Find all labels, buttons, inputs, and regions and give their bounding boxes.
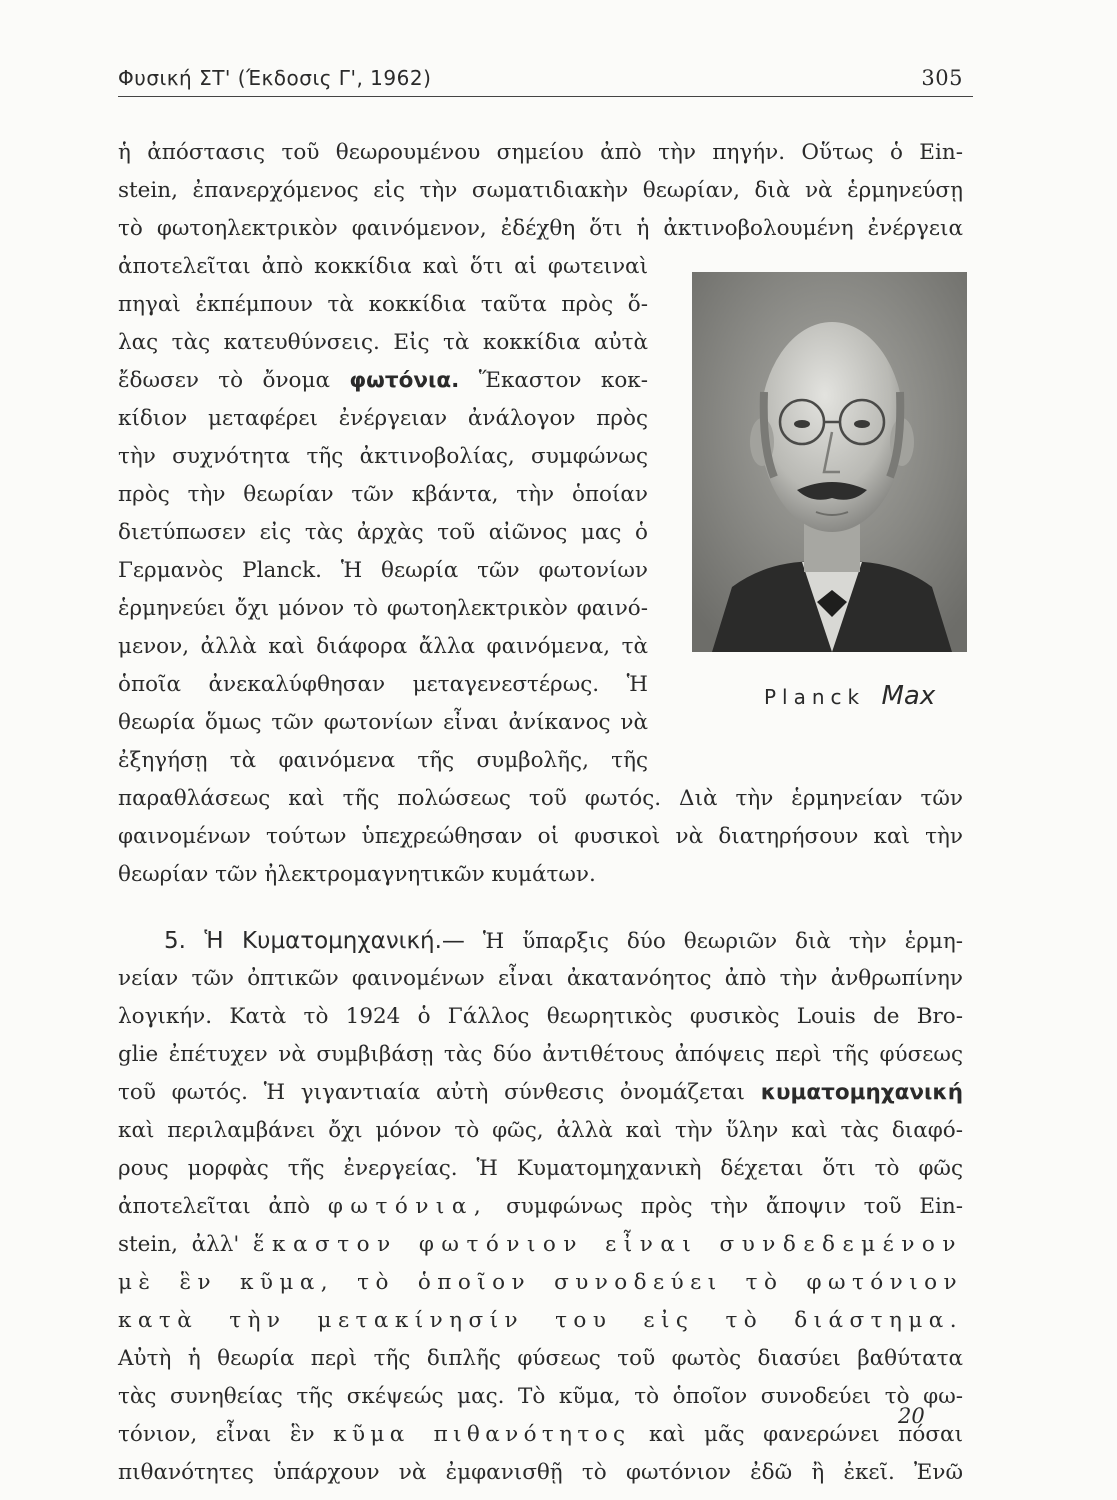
text-line: μὲ ἓν κῦμα, τὸ ὁποῖον συνοδεύει τὸ φωτόνιον [118, 1270, 963, 1295]
section-heading-line: 5. Ἡ Κυματομηχανική.— Ἡ ὕπαρξις δύο θεωριῶν διὰ τὴν ἑρμη- [164, 928, 964, 954]
text-line: διετύπωσεν εἰς τὰς ἀρχὰς τοῦ αἰῶνος μας ὁ [118, 520, 648, 545]
text-line: κίδιον μεταφέρει ἐνέργειαν ἀνάλογον πρὸς [118, 406, 648, 431]
text-line: τὸ φωτοηλεκτρικὸν φαινόμενον, ἐδέχθη ὅτι ἡ ἀκτινοβολουμένη ἐνέργεια [118, 216, 963, 241]
text-line: φαινομένων τούτων ὑπεχρεώθησαν οἱ φυσικοὶ νὰ διατηρήσουν καὶ τὴν [118, 824, 963, 849]
text-line: παραθλάσεως καὶ τῆς πολώσεως τοῦ φωτός. Διὰ τὴν ἑρμηνείαν τῶν [118, 786, 963, 811]
text-line: ρους μορφὰς τῆς ἐνεργείας. Ἡ Κυματομηχανικὴ δέχεται ὅτι τὸ φῶς [118, 1156, 963, 1181]
text-line: κατὰ τὴν μετακίνησίν του εἰς τὸ διάστημα. [118, 1308, 963, 1333]
page-number: 305 [921, 66, 963, 90]
text-line: μενον, ἀλλὰ καὶ διάφορα ἄλλα φαινόμενα, τὰ [118, 634, 648, 659]
photo-caption [764, 676, 935, 716]
text-line: θεωρίαν τῶν ἠλεκτρομαγνητικῶν κυμάτων. [118, 862, 596, 887]
text-line: glie ἐπέτυχεν νὰ συμβιβάσῃ τὰς δύο ἀντιθέτους ἀπόψεις περὶ τῆς φύσεως [118, 1042, 963, 1067]
running-title: Φυσική ΣΤ' (Έκδοσις Γ', 1962) [118, 66, 432, 90]
text-line: νείαν τῶν ὀπτικῶν φαινομένων εἶναι ἀκατανόητος ἀπὸ τὴν ἀνθρωπίνην [118, 966, 963, 991]
text-line: stein, ἐπανερχόμενος εἰς τὴν σωματιδιακὴν θεωρίαν, διὰ νὰ ἑρμηνεύσῃ [118, 178, 963, 203]
text-line-pithan: τόνιον, εἶναι ἓν κῦμα πιθανότητος καὶ μᾶς φανερώνει πόσαι [118, 1422, 963, 1447]
text-line: πηγαὶ ἐκπέμπουν τὰ κοκκίδια ταῦτα πρὸς ὅ- [118, 292, 648, 317]
text-line: ἐξηγήσῃ τὰ φαινόμενα τῆς συμβολῆς, τῆς [118, 748, 648, 773]
text-line: λογικήν. Κατὰ τὸ 1924 ὁ Γάλλος θεωρητικὸς φυσικὸς Louis de Bro- [118, 1004, 963, 1029]
text-line: τὰς συνηθείας τῆς σκέψεώς μας. Τὸ κῦμα, τὸ ὁποῖον συνοδεύει τὸ φω- [118, 1384, 963, 1409]
text-line: ἡ ἀπόστασις τοῦ θεωρουμένου σημείου ἀπὸ τὴν πηγήν. Οὕτως ὁ Ein- [118, 140, 963, 165]
text-line: Γερμανὸς Planck. Ἡ θεωρία τῶν φωτονίων [118, 558, 648, 583]
term-wave-mechanics: κυματομηχανική [760, 1080, 963, 1105]
text-line: τὴν συχνότητα τῆς ἀκτινοβολίας, συμφώνως [118, 444, 648, 469]
text-line-photonia: ἀποτελεῖται ἀπὸ φωτόνια, συμφώνως πρὸς τὴν ἄποψιν τοῦ Ein- [118, 1194, 964, 1219]
caption-first-name: Max [881, 681, 936, 711]
text-line: θεωρία ὅμως τῶν φωτονίων εἶναι ἀνίκανος νὰ [118, 710, 648, 735]
term-photons: φωτόνια. [349, 368, 460, 393]
text-line: καὶ περιλαμβάνει ὄχι μόνον τὸ φῶς, ἀλλὰ καὶ τὴν ὕλην καὶ τὰς διαφό- [118, 1118, 963, 1143]
text-line: ὁποῖα ἀνεκαλύφθησαν μεταγενεστέρως. Ἡ [118, 672, 648, 697]
text-line: πιθανότητες ὑπάρχουν νὰ ἐμφανισθῇ τὸ φωτόνιον ἐδῶ ἢ ἐκεῖ. Ἐνῶ [118, 1460, 963, 1485]
text-line-photons: ἔδωσεν τὸ ὄνομα φωτόνια. Ἕκαστον κοκ- [118, 368, 648, 393]
text-line: Αὐτὴ ἡ θεωρία περὶ τῆς διπλῆς φύσεως τοῦ φωτὸς διασύει βαθύτατα [118, 1346, 963, 1371]
caption-surname: Planck [764, 685, 866, 709]
text-line: λας τὰς κατευθύνσεις. Εἰς τὰ κοκκίδια αὐτὰ [118, 330, 648, 355]
text-line: ἀποτελεῖται ἀπὸ κοκκίδια καὶ ὅτι αἱ φωτειναὶ [118, 254, 648, 279]
text-line-stein: stein, ἀλλ' ἕκαστον φωτόνιον εἶναι συνδεδεμένον [118, 1232, 963, 1257]
text-line: ἑρμηνεύει ὄχι μόνον τὸ φωτοηλεκτρικὸν φαινό- [118, 596, 648, 621]
text-line: πρὸς τὴν θεωρίαν τῶν κβάντα, τὴν ὁποίαν [118, 482, 648, 507]
portrait-photo [692, 272, 967, 652]
text-line-kymato: τοῦ φωτός. Ἡ γιγαντιαία αὐτὴ σύνθεσις ὀνομάζεται κυματομηχανική [118, 1080, 963, 1105]
running-header [118, 62, 973, 97]
section-heading: 5. Ἡ Κυματομηχανική.— [164, 928, 465, 954]
portrait-image [692, 272, 967, 652]
folio-mark: 20 [898, 1404, 925, 1428]
